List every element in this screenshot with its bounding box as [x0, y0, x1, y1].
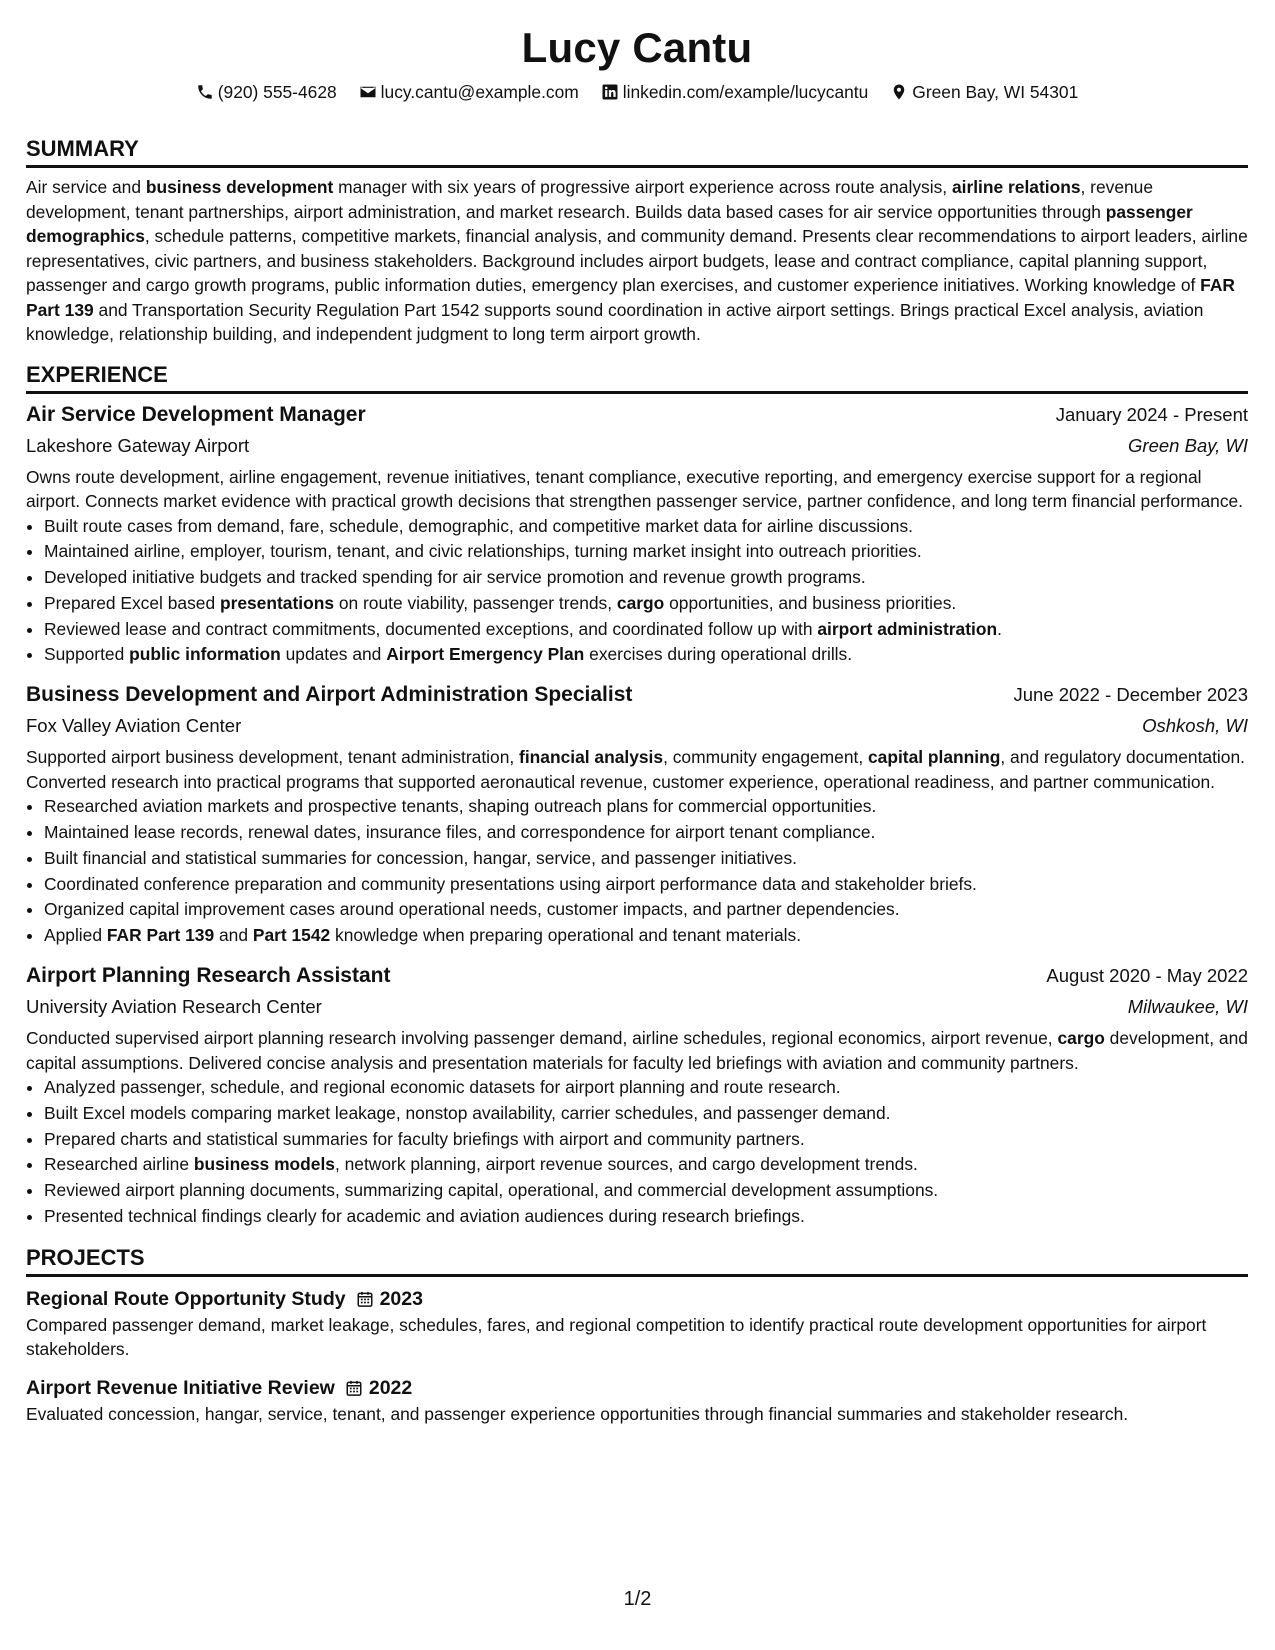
- project-description: Evaluated concession, hangar, service, tenant, and passenger experience opportunities through financial summaries and stakeholder research.: [26, 1403, 1129, 1424]
- job-organization: University Aviation Research Center: [26, 996, 322, 1018]
- contact-email-text[interactable]: lucy.cantu@example.com: [380, 82, 579, 102]
- text-run: Presented technical findings clearly for academic and aviation audiences during research briefings.: [44, 1206, 805, 1227]
- text-run: Supported airport business development, tenant administration,: [26, 747, 520, 768]
- text-run: and Transportation Security Regulation Part 1542 supports sound coordination in active airport settings. Brings practical Excel analysis, aviation knowledge, relationship building, and independent judgment to long term airport growth.: [26, 299, 1204, 344]
- bullet-item: [44, 1152, 1248, 1178]
- bullet-item: [44, 591, 1248, 617]
- emphasis-text: cargo: [1057, 1028, 1105, 1049]
- text-run: exercises during operational drills.: [584, 644, 853, 665]
- calendar-icon: [356, 1290, 374, 1308]
- job-description: [26, 465, 1248, 514]
- emphasis-text: FAR Part 139: [26, 275, 1235, 320]
- job-bullets: [26, 794, 1248, 949]
- page-number: 1/2: [623, 1588, 652, 1610]
- linkedin-icon: [601, 83, 619, 101]
- text-run: Coordinated conference preparation and community presentations using airport performance data and stakeholder briefs.: [44, 873, 977, 894]
- text-run: Built financial and statistical summaries for concession, hangar, service, and passenger initiatives.: [44, 847, 798, 868]
- project-year: 2022: [368, 1376, 413, 1399]
- contact-linkedin[interactable]: [601, 80, 869, 104]
- job-bullets: [26, 514, 1248, 669]
- contact-location: [890, 80, 1078, 104]
- job-dates: January 2024 - Present: [1055, 403, 1248, 425]
- text-run: , schedule patterns, competitive markets, financial analysis, and community demand. Presents clear recommendations to airport leaders, airline representatives, civic partners, and business stakeholders. Background includes airport budgets, lease and contract compliance, capital planning support, passenger and cargo growth programs, public information duties, emergency plan exercises, and customer experience initiatives. Working knowledge of: [26, 226, 1248, 295]
- bullet-item: [44, 923, 1248, 949]
- projects-heading: PROJECTS: [26, 1244, 1248, 1277]
- text-run: development, and capital assumptions. Delivered concise analysis and presentation materials for faculty led briefings with aviation and community partners.: [26, 1028, 1248, 1073]
- text-run: Applied: [44, 925, 107, 946]
- job-entry: [26, 960, 1248, 1230]
- bullet-item: [44, 897, 1248, 923]
- bullet-item: [44, 539, 1248, 565]
- contact-location-text: Green Bay, WI 54301: [912, 82, 1079, 102]
- text-run: on route viability, passenger trends,: [334, 592, 617, 613]
- contact-phone-text: (920) 555-4628: [217, 82, 337, 102]
- emphasis-text: capital planning: [868, 747, 1001, 768]
- text-run: .: [997, 618, 1002, 639]
- job-description: [26, 745, 1248, 794]
- text-run: Conducted supervised airport planning research involving passenger demand, airline schedules, regional economics, airport revenue,: [26, 1028, 1058, 1049]
- job-location: Milwaukee, WI: [1127, 996, 1248, 1018]
- envelope-icon: [359, 83, 377, 101]
- text-run: Prepared charts and statistical summaries for faculty briefings with airport and community partners.: [44, 1128, 805, 1149]
- text-run: Analyzed passenger, schedule, and regional economic datasets for airport planning and route research.: [44, 1077, 841, 1098]
- phone-icon: [196, 83, 214, 101]
- text-run: Built route cases from demand, fare, schedule, demographic, and competitive market data for airline discussions.: [44, 515, 913, 536]
- emphasis-text: passenger demographics: [26, 201, 1193, 246]
- job-organization: Lakeshore Gateway Airport: [26, 434, 250, 456]
- project-entry: [26, 1374, 1248, 1427]
- text-run: Reviewed lease and contract commitments, documented exceptions, and coordinated follow up with: [44, 618, 818, 639]
- text-run: and: [214, 925, 253, 946]
- bullet-item: [44, 1075, 1248, 1101]
- summary-heading: SUMMARY: [26, 135, 1248, 168]
- text-run: Owns route development, airline engagement, revenue initiatives, tenant compliance, executive reporting, and emergency exercise support for a regional airport. Connects market evidence with practical growth decisions that strengthen passenger service, partner confidence, and long term financial performance.: [26, 466, 1244, 511]
- text-run: Maintained airline, employer, tourism, tenant, and civic relationships, turning market insight into outreach priorities.: [44, 541, 922, 562]
- emphasis-text: airline relations: [951, 177, 1081, 197]
- calendar-icon: [345, 1379, 363, 1397]
- contact-linkedin-text[interactable]: linkedin.com/example/lucycantu: [622, 82, 869, 102]
- emphasis-text: business development: [145, 177, 334, 197]
- text-run: knowledge when preparing operational and tenant materials.: [330, 925, 802, 946]
- job-entry: [26, 679, 1248, 949]
- job-dates: June 2022 - December 2023: [1013, 684, 1248, 706]
- text-run: Air service and: [26, 177, 146, 197]
- job-bullets: [26, 1075, 1248, 1230]
- text-run: Organized capital improvement cases around operational needs, customer impacts, and partner dependencies.: [44, 899, 900, 920]
- bullet-item: [44, 872, 1248, 898]
- bullet-item: [44, 617, 1248, 643]
- text-run: opportunities, and business priorities.: [664, 592, 957, 613]
- job-location: Oshkosh, WI: [1142, 715, 1248, 737]
- bullet-item: [44, 846, 1248, 872]
- project-entry: [26, 1285, 1248, 1362]
- job-title: Airport Planning Research Assistant: [26, 964, 391, 988]
- text-run: Researched airline: [44, 1154, 194, 1175]
- job-description: [26, 1026, 1248, 1075]
- text-run: Maintained lease records, renewal dates, insurance files, and correspondence for airport tenant compliance.: [44, 822, 876, 843]
- text-run: , community engagement,: [663, 747, 868, 768]
- text-run: Built Excel models comparing market leakage, nonstop availability, carrier schedules, and passenger demand.: [44, 1102, 891, 1123]
- bullet-item: [44, 794, 1248, 820]
- text-run: , network planning, airport revenue sources, and cargo development trends.: [334, 1154, 918, 1175]
- text-run: manager with six years of progressive airport experience across route analysis,: [333, 177, 952, 197]
- text-run: Prepared Excel based: [44, 592, 220, 613]
- text-run: , and regulatory documentation. Converted research into practical programs that supported aeronautical revenue, customer experience, operational readiness, and partner communication.: [26, 747, 1245, 792]
- experience-heading: EXPERIENCE: [26, 361, 1248, 394]
- job-entry: [26, 399, 1248, 669]
- bullet-item: [44, 820, 1248, 846]
- project-title: Regional Route Opportunity Study: [26, 1287, 346, 1310]
- bullet-item: [44, 1101, 1248, 1127]
- candidate-name: Lucy Cantu: [521, 24, 753, 71]
- job-dates: August 2020 - May 2022: [1046, 965, 1248, 987]
- map-pin-icon: [890, 83, 908, 101]
- job-title: Air Service Development Manager: [26, 402, 366, 426]
- emphasis-text: business models: [193, 1154, 335, 1175]
- text-run: Researched aviation markets and prospective tenants, shaping outreach plans for commercial opportunities.: [44, 796, 877, 817]
- experience-section: [26, 361, 1248, 1230]
- projects-section: [26, 1244, 1248, 1427]
- contact-email[interactable]: [359, 80, 579, 104]
- bullet-item: [44, 1178, 1248, 1204]
- bullet-item: [44, 514, 1248, 540]
- project-year: 2023: [379, 1287, 423, 1310]
- text-run: , revenue development, tenant partnerships, airport administration, and market research. Builds data based cases for air service opportunities through: [26, 177, 1154, 222]
- text-run: Supported: [44, 644, 130, 665]
- text-run: updates and: [280, 644, 387, 665]
- contact-phone: [196, 80, 337, 104]
- emphasis-text: presentations: [219, 592, 334, 613]
- emphasis-text: airport administration: [817, 618, 998, 639]
- emphasis-text: Airport Emergency Plan: [386, 644, 585, 665]
- summary-section: [26, 135, 1248, 347]
- text-run: Reviewed airport planning documents, summarizing capital, operational, and commercial development assumptions.: [44, 1180, 939, 1201]
- bullet-item: [44, 1204, 1248, 1230]
- job-organization: Fox Valley Aviation Center: [26, 715, 242, 737]
- emphasis-text: public information: [129, 644, 281, 665]
- project-title: Airport Revenue Initiative Review: [26, 1376, 335, 1399]
- bullet-item: [44, 642, 1248, 668]
- resume-page: [26, 22, 1248, 1426]
- bullet-item: [44, 1127, 1248, 1153]
- bullet-item: [44, 565, 1248, 591]
- contact-bar: [26, 80, 1248, 104]
- summary-text: [26, 175, 1248, 347]
- emphasis-text: cargo: [616, 592, 665, 613]
- job-location: Green Bay, WI: [1128, 434, 1248, 456]
- text-run: Developed initiative budgets and tracked spending for air service promotion and revenue growth programs.: [44, 567, 866, 588]
- emphasis-text: Part 1542: [252, 925, 331, 946]
- project-description: Compared passenger demand, market leakage, schedules, fares, and regional competition to identify practical route development opportunities for airport stakeholders.: [26, 1314, 1207, 1360]
- emphasis-text: FAR Part 139: [106, 925, 215, 946]
- job-title: Business Development and Airport Administration Specialist: [26, 683, 633, 707]
- emphasis-text: financial analysis: [519, 747, 664, 768]
